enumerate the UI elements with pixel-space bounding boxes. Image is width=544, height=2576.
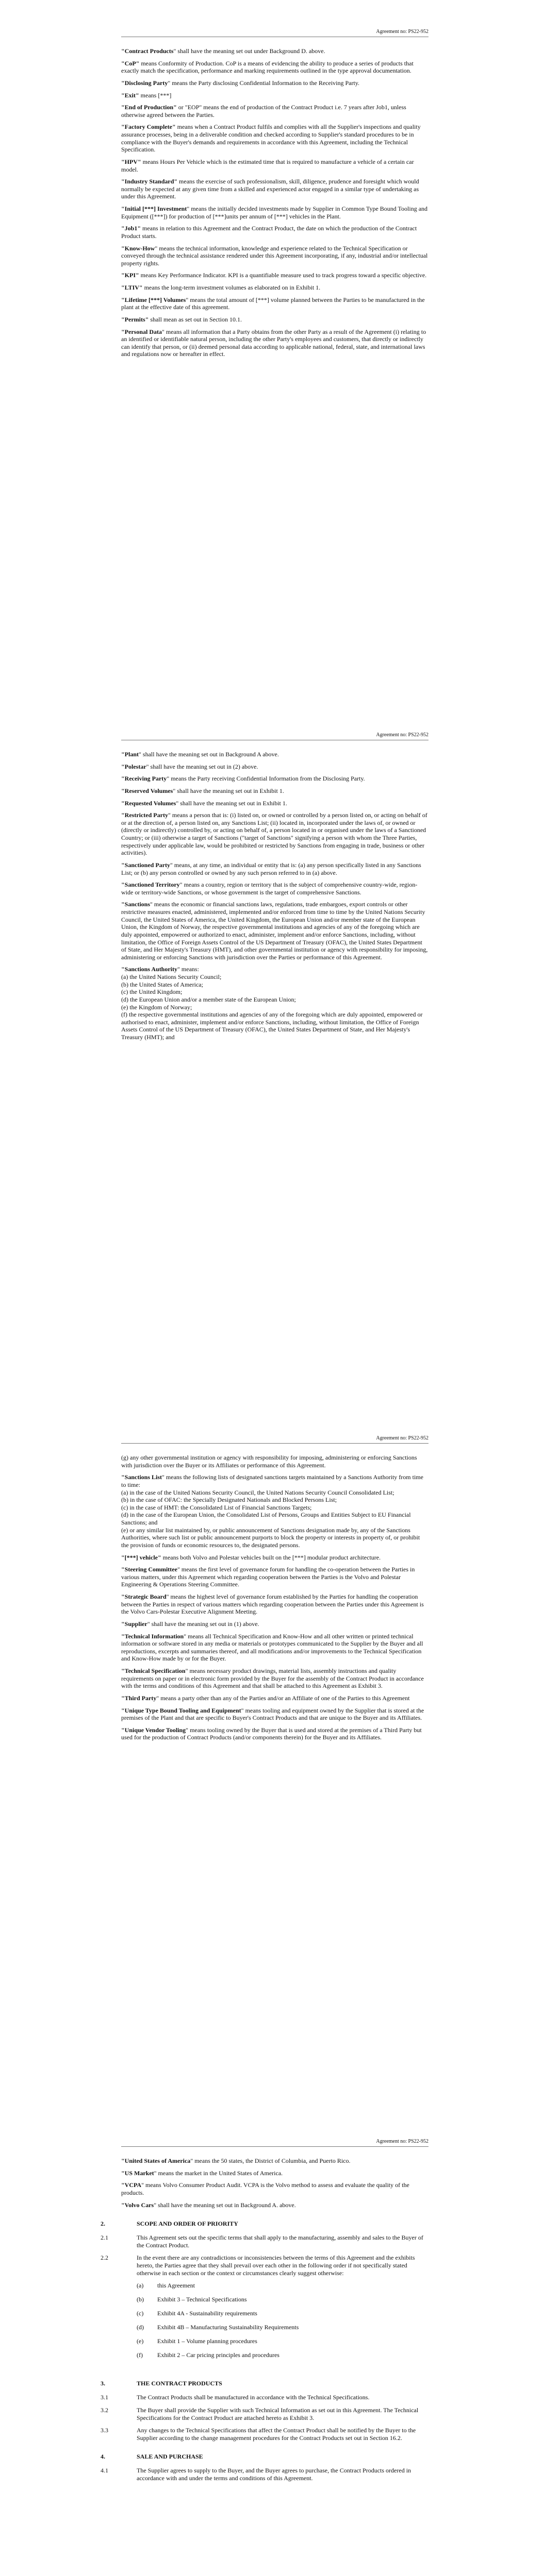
definition: "United States of America" means the 50 states, the District of Columbia, and Puerto Rico. [121,2157,351,2164]
list-item: (e) Exhibit 1 – Volume planning procedures [137,2337,257,2345]
definition: "Initial [***] Investment" means the initially decided investments made by Supplier in Common Type Bound Tooling and Equipment ([***]) for production of [***]units per annum of [***] vehicles in the Plant. [121,205,428,220]
definition: "Know-How" means the technical information, knowledge and experience related to the Technical Specification or conveyed through the technical assistance rendered under this Agreement incorporating, if any, industrial and/or intellectual property rights. [121,244,428,267]
clause: 3.1 The Contract Products shall be manufactured in accordance with the Technical Specifications. [101,2394,370,2401]
definition: "Requested Volumes" shall have the meaning set out in Exhibit 1. [121,799,287,807]
definition: "Sanctioned Territory" means a country, region or territory that is the subject of comprehensive country-wide, region-wide or territory-wide Sanctions, or whose government is the target of comprehensive Sanctions. [121,881,418,896]
definition: "Receiving Party" means the Party receiving Confidential Information from the Disclosing Party. [121,775,365,783]
list-item: (a) the United Nations Security Council; [121,973,222,980]
section-heading: 3. THE CONTRACT PRODUCTS [101,2380,222,2387]
definition: "Disclosing Party" means the Party disclosing Confidential Information to the Receiving Party. [121,79,360,87]
clause: 2.2 In the event there are any contradictions or inconsistencies between the terms of this Agreement and the exhibits hereto, the Parties agree that they shall prevail over each other in the following order if not specifically stated otherwise in each section or the context or circumstances clearly suggest otherwise: [101,2254,415,2277]
list-item: (b) in the case of OFAC: the Specially Designated Nationals and Blocked Persons List; [121,1496,337,1504]
definition: "Technical Specification" means necessary product drawings, material lists, assembly instructions and quality requirements on paper or in electronic form provided by the Buyer for the assembly of the Contract Product in accordance with the terms and conditions of this Agreement and that shall be attached to this Agreement as Exhibit 3. [121,1667,424,1690]
page-header: Agreement no: PS22-952 [376,29,428,35]
list-item: (c) in the case of HMT: the Consolidated List of Financial Sanctions Targets; [121,1503,312,1511]
list-item: (d) in the case of the European Union, the Consolidated List of Persons, Groups and Entities Subject to EU Financial Sanctions; and [121,1511,411,1526]
definition: "LTIV" means the long-term investment volumes as elaborated on in Exhibit 1. [121,284,321,291]
definition: "Reserved Volumes" shall have the meaning set out in Exhibit 1. [121,787,284,794]
definition: "Steering Committee" means the first level of governance forum for handling the co-operation between the Parties in various matters, under this Agreement which regarding cooperation between the Parties is the Volvo and Polestar Engineering & Operations Steering Committee. [121,1566,415,1588]
definition: "Volvo Cars" shall have the meaning set out in Background A. above. [121,2201,296,2209]
header-rule [121,2146,428,2147]
list-item: (a) in the case of the United Nations Security Council, the United Nations Security Council Consolidated List; [121,1488,394,1496]
definition: "Sanctions" means the economic or financial sanctions laws, regulations, trade embargoes, export controls or other restrictive measures enacted, administered, implemented and/or enforced from time to time by the United Nations Security Council, the United States of America, the United Kingdom, the European Union and/or member state of the European Union, the Kingdom of Norway, the respective governmental institutions and agencies of any of the foregoing which are duly appointed, empowered or authorized to enact, administer, implement and/or enforce Sanctions, including, without limitation, the Office of Foreign Assets Control of the US Department of Treasury (OFAC), the United States Department of State, and Her Majesty's Treasury (HMT), and other governmental institution or agency with responsibility for imposing, administering or enforcing Sanctions with jurisdiction over the Parties or performance of this Agreement. [121,901,428,961]
definitions-list [121,751,428,1046]
definition: "Lifetime [***] Volumes" means the total amount of [***] volume planned between the Parties to be manufactured in the plant at the effective date of this agreement. [121,296,425,311]
list-item: (c) Exhibit 4A - Sustainability requirements [137,2310,257,2317]
clause: 4.1 The Supplier agrees to supply to the Buyer, and the Buyer agrees to purchase, the Contract Products ordered in accordance with and under the terms and conditions of this Agreement. [101,2467,411,2482]
definition: "Exit" means [***] [121,91,172,99]
section-heading: 2. SCOPE AND ORDER OF PRIORITY [101,2220,238,2228]
list-item: (d) Exhibit 4B – Manufacturing Sustainability Requirements [137,2324,299,2331]
definition: "Third Party" means a party other than any of the Parties and/or an Affiliate of one of the Parties to this Agreement [121,1694,410,1702]
definition: "Polestar" shall have the meaning set out in (2) above. [121,762,258,770]
definition: "US Market" means the market in the United States of America. [121,2169,283,2177]
list-item: (e) or any similar list maintained by, or public announcement of Sanctions designation made by, any of the Sanctions Authorities, where such list or public announcement purports to block the property or interests in property of, or prohibit the provision of funds or economic resources to, the designated persons. [121,1526,420,1549]
definition: "Sanctioned Party" means, at any time, an individual or entity that is: (a) any person specifically listed in any Sanctions List; or (b) any person controlled or owned by any such person referred to in (a) above. [121,861,421,876]
definition: "CoP" means Conformity of Production. CoP is a means of evidencing the ability to produce a series of products that exactly match the specification, performance and marking requirements outlined in the type approval documentation. [121,59,414,75]
definition: "Personal Data" means all information that a Party obtains from the other Party as a result of the Agreement (i) relating to an identified or identifiable natural person, including the other Party's employees and customers, that directly or indirectly can identify that person, or (ii) deemed personal data according to applicable national, federal, state, and international laws and regulations now or hereafter in effect. [121,328,426,358]
definition: "Strategic Board" means the highest level of governance forum established by the Parties for handling the cooperation between the Parties in respect of various matters which regarding cooperation between the Parties under this Agreement is the Volvo Cars-Polestar Executive Alignment Meeting. [121,1593,424,1616]
page-1 [0,0,544,703]
page-header: Agreement no: PS22-952 [376,2139,428,2144]
definition: "Unique Type Bound Tooling and Equipment" means tooling and equipment owned by the Supplier that is stored at the premises of the Plant and that are specific to Buyer's Contract Products and that are unique to the Buyer and its Affiliates. [121,1706,424,1722]
definition: "End of Production" or "EOP" means the end of production of the Contract Product i.e. 7 years after Job1, unless otherwise agreed between the Parties. [121,104,406,118]
page-4 [0,2110,544,2576]
clause: 2.1 This Agreement sets out the specific terms that shall apply to the manufacturing, assembly and sales to the Buyer of the Contract Product. [101,2234,423,2249]
definitions-list [121,47,428,363]
definition: "Industry Standard" means the exercise of such professionalism, skill, diligence, prudence and foresight which would normally be expected at any given time from a skilled and experienced actor engaged in a similar type of undertaking as under this Agreement. [121,178,419,200]
list-item: (f) the respective governmental institutions and agencies of any of the foregoing which are duly appointed, empowered or authorised to enact, administer, implement and/or enforce Sanctions, including, without limitation, the Office of Foreign Assets Control of the US Department of Treasury (OFAC), the United States Department of State, and Her Majesty's Treasury (HMT); and [121,1011,423,1041]
page-3 [0,1406,544,2110]
page-body [101,2157,428,2487]
section-heading: 4. SALE AND PURCHASE [101,2453,203,2461]
clause: 3.3 Any changes to the Technical Specifications that affect the Contract Product shall be notified by the Buyer to the Supplier according to the change management procedures for the Contract Products set out in Section 16.2. [101,2427,416,2442]
clause: 3.2 The Buyer shall provide the Supplier with such Technical Information as set out in this Agreement. The Technical Specifications for the Contract Product are attached hereto as Exhibit 3. [101,2406,419,2421]
header-rule [121,1443,428,1444]
list-item: (g) any other governmental institution or agency with responsibility for imposing, administering or enforcing Sanctions with jurisdiction over the Buyer or its Affiliates or performance of this Agreement. [121,1454,417,1469]
page-header: Agreement no: PS22-952 [376,1435,428,1441]
definitions-list [121,1454,428,1746]
definition: "Plant" shall have the meaning set out in Background A above. [121,751,279,758]
sanctions-authority-definition: "Sanctions Authority" means: (a) the United Nations Security Council; (b) the United States of America; (c) the United Kingdom; (d) the European Union and/or a member state of the European Union; (e) the Kingdom of Norway; (f) the respective governmental institutions and agencies of any of the foregoing which are duly appointed, empowered or authorised to enact, administer, implement and/or enforce Sanctions, including, without limitation, the Office of Foreign Assets Control of the US Department of Treasury (OFAC), the United States Department of State, and Her Majesty's Treasury (HMT); and [121,965,428,1041]
sanctions-list-definition: "Sanctions List" means the following lists of designated sanctions targets maintained by a Sanctions Authority from time to time: (a) in the case of the United Nations Security Council, the United Nations Security Council Consolidated List; (b) in the case of OFAC: the Specially Designated Nationals and Blocked Persons List; (c) in the case of HMT: the Consolidated List of Financial Sanctions Targets; (d) in the case of the European Union, the Consolidated List of Persons, Groups and Entities Subject to EU Financial Sanctions; and (e) or any similar list maintained by, or public announcement of Sanctions designation made by, any of the Sanctions Authorities, where such list or public announcement purports to block the property or interests in property of, or prohibit the provision of funds or economic resources to, the designated persons. [121,1473,428,1549]
page-header: Agreement no: PS22-952 [376,732,428,738]
list-item: (c) the United Kingdom; [121,988,183,996]
list-item: (a) this Agreement [137,2282,195,2290]
definition: "Unique Vendor Tooling" means tooling owned by the Buyer that is used and stored at the premises of a Third Party but used for the production of Contract Products (and/or components therein) for the Buyer and its Affiliates. [121,1726,422,1741]
definition: "Factory Complete" means when a Contract Product fulfils and complies with all the Supplier's inspections and quality assurance processes, being in a deliverable condition and checked according to Supplier's standard procedures to be in compliance with the Buyer's demands and requirements in accordance with this Agreement, including the Technical Specification. [121,123,421,154]
page-2 [0,703,544,1406]
list-item: (b) the United States of America; [121,980,203,988]
definition: "Contract Products" shall have the meaning set out under Background D. above. [121,47,325,55]
definition: "[***] vehicle" means both Volvo and Polestar vehicles built on the [***] modular product architecture. [121,1553,381,1561]
definition: "VCPA" means Volvo Consumer Product Audit. VCPA is the Volvo method to assess and evaluate the quality of the products. [121,2181,409,2196]
list-item: (f) Exhibit 2 – Car pricing principles and procedures [137,2351,279,2359]
definition: "Job1" means in relation to this Agreement and the Contract Product, the date on which the production of the Contract Product starts. [121,225,417,240]
definition: "Restricted Party" means a person that is: (i) listed on, or owned or controlled by a person listed on, or acting on behalf of or at the direction of, a person listed on, any Sanctions List; (ii) located in, incorporated under the laws of, or owned or (directly or indirectly) controlled by, or acting on behalf of, a person located in or organised under the laws of a Sanctioned Country; or (iii) otherwise a target of Sanctions ("target of Sanctions" signifying a person with whom the Three Parties, respectively under applicable law, would be prohibited or restricted by Sanctions from engaging in trade, business or other activities). [121,811,427,857]
definition: "Supplier" shall have the meaning set out in (1) above. [121,1620,259,1628]
list-item: (e) the Kingdom of Norway; [121,1003,192,1011]
list-item: (d) the European Union and/or a member state of the European Union; [121,995,296,1003]
definition: "HPV" means Hours Per Vehicle which is the estimated time that is required to manufacture a vehicle of a certain car model. [121,158,414,173]
definition: "Permits" shall mean as set out in Section 10.1. [121,315,242,323]
list-item: (b) Exhibit 3 – Technical Specifications [137,2296,247,2303]
definition: "KPI" means Key Performance Indicator. KPI is a quantifiable measure used to track progress toward a specific objective. [121,272,427,279]
definition: "Technical Information" means all Technical Specification and Know-How and all other written or printed technical information or software stored in any media or materials or prototypes communicated to the Supplier by the Buyer and all reproductions, excerpts and summaries thereof, and all modifications and/or improvements to the Technical Specification and Know-How made by or for the Buyer. [121,1632,423,1663]
